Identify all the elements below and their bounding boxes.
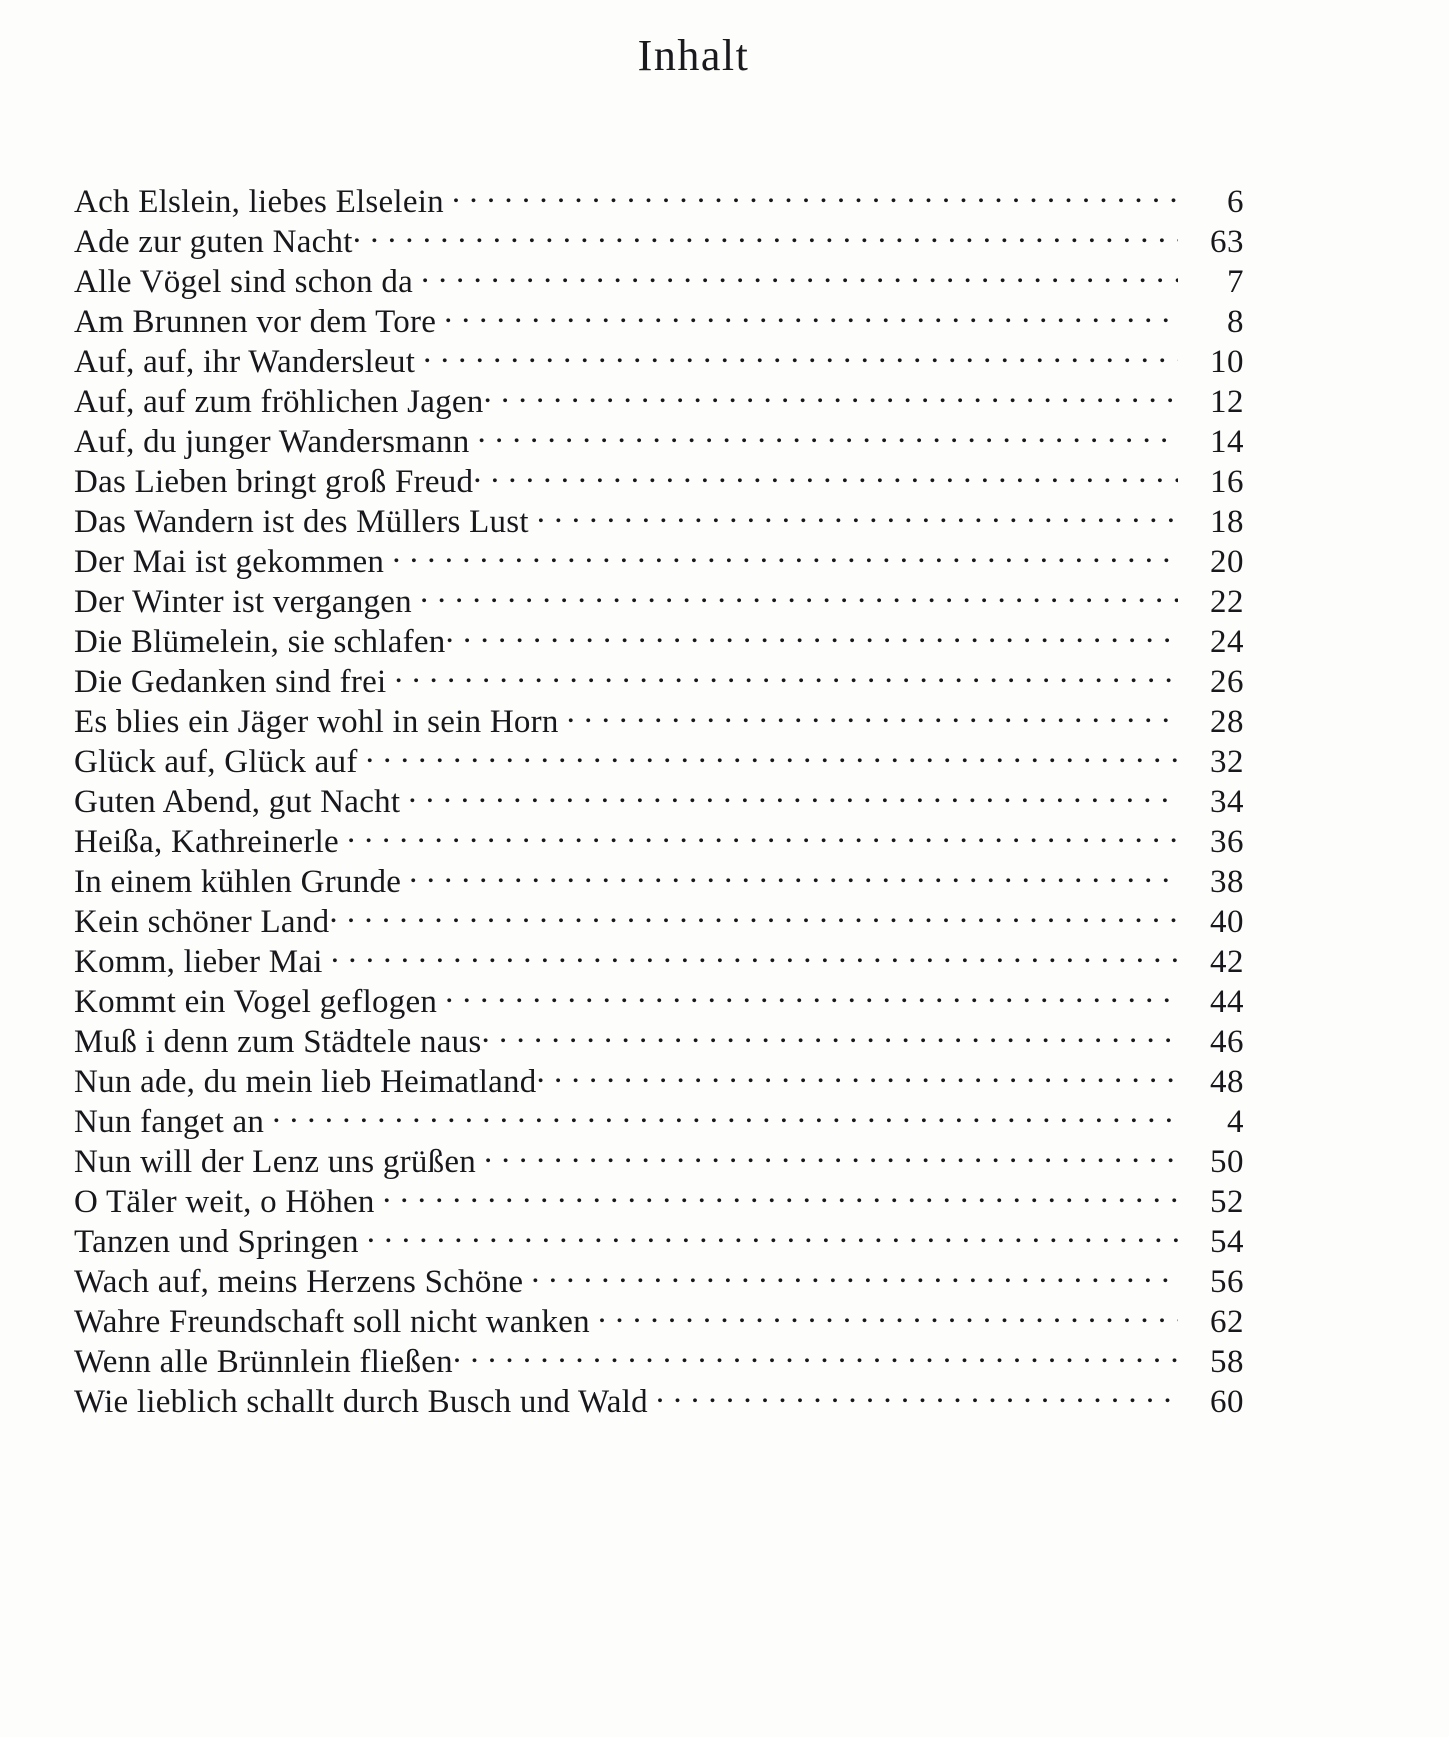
dot-leader [484, 372, 1178, 412]
toc-entry-title: Wach auf, meins Herzens Schöne [74, 1264, 524, 1300]
page-title: Inhalt [637, 31, 750, 80]
toc-entry-title: Am Brunnen vor dem Tore [74, 304, 437, 340]
toc-entry-title: Die Gedanken sind frei [74, 664, 387, 700]
dot-leader [473, 452, 1178, 492]
dot-leader [452, 172, 1178, 212]
toc-entry-page-number: 42 [1210, 944, 1244, 980]
toc-entry-title: Komm, lieber Mai [74, 944, 323, 980]
dot-leader [367, 1212, 1178, 1252]
dot-leader [445, 972, 1178, 1012]
toc-entry-title: Kommt ein Vogel geflogen [74, 984, 438, 1020]
dot-leader [537, 492, 1178, 532]
toc-entry-title: Auf, du junger Wandersmann [74, 424, 470, 460]
toc-entry-page-number: 60 [1210, 1384, 1244, 1420]
toc-entry-title: Es blies ein Jäger wohl in sein Horn [74, 704, 559, 740]
toc-entry-page-number: 6 [1227, 184, 1244, 220]
dot-leader [531, 1252, 1178, 1292]
toc-entry-title: Wenn alle Brünnlein fließen [74, 1344, 453, 1380]
toc-entry-page-number: 63 [1210, 224, 1244, 260]
toc-entry-page-number: 38 [1210, 864, 1244, 900]
toc-entry-page-number: 44 [1210, 984, 1244, 1020]
toc-entry-page-number: 16 [1210, 464, 1244, 500]
toc-entry-title: Das Lieben bringt groß Freud [74, 464, 474, 500]
toc-entry-page-number: 50 [1210, 1144, 1244, 1180]
toc-entry-page-number: 12 [1210, 384, 1244, 420]
toc-entry-page-number: 24 [1210, 624, 1244, 660]
dot-leader [477, 412, 1178, 452]
dot-leader [272, 1092, 1178, 1132]
toc-entry-title: Die Blümelein, sie schlafen [74, 624, 446, 660]
toc-entry-title: Wie lieblich schallt durch Busch und Wald [74, 1384, 648, 1420]
toc-entry-page-number: 34 [1210, 784, 1244, 820]
dot-leader [598, 1292, 1178, 1332]
dot-leader [420, 572, 1178, 612]
dot-leader [347, 812, 1178, 852]
toc-entry-title: Ade zur guten Nacht [74, 224, 353, 260]
dot-leader [656, 1372, 1178, 1412]
toc-entry-page-number: 58 [1210, 1344, 1244, 1380]
dot-leader [421, 252, 1178, 292]
toc-entry-title: Das Wandern ist des Müllers Lust [74, 504, 529, 540]
toc-entry-title: Kein schöner Land [74, 904, 330, 940]
dot-leader [383, 1172, 1178, 1212]
toc-entry-title: Der Mai ist gekommen [74, 544, 385, 580]
table-of-contents-list [74, 172, 1244, 1420]
toc-entry-page-number: 10 [1210, 344, 1244, 380]
dot-leader [445, 612, 1178, 652]
toc-entry-page-number: 40 [1210, 904, 1244, 940]
toc-entry-title: Muß i denn zum Städtele naus [74, 1024, 482, 1060]
toc-entry-page-number: 32 [1210, 744, 1244, 780]
toc-entry-title: Tanzen und Springen [74, 1224, 359, 1260]
toc-entry-page-number: 14 [1210, 424, 1244, 460]
dot-leader [408, 772, 1178, 812]
dot-leader [484, 1132, 1178, 1172]
toc-entry-title: Guten Abend, gut Nacht [74, 784, 401, 820]
dot-leader [353, 212, 1178, 252]
toc-entry-title: Nun will der Lenz uns grüßen [74, 1144, 476, 1180]
toc-entry-page-number: 4 [1227, 1104, 1244, 1140]
toc-entry-page-number: 52 [1210, 1184, 1244, 1220]
toc-entry-page-number: 28 [1210, 704, 1244, 740]
toc-entry-title: Nun fanget an [74, 1104, 265, 1140]
toc-entry-title: Ach Elslein, liebes Elselein [74, 184, 444, 220]
toc-entry-title: Auf, auf zum fröhlichen Jagen [74, 384, 484, 420]
dot-leader [329, 892, 1178, 932]
toc-entry-page-number: 54 [1210, 1224, 1244, 1260]
toc-entry-title: Der Winter ist vergangen [74, 584, 412, 620]
dot-leader [366, 732, 1178, 772]
toc-entry-title: Alle Vögel sind schon da [74, 264, 414, 300]
toc-entry-title: Wahre Freundschaft soll nicht wanken [74, 1304, 590, 1340]
list-item[interactable] [74, 172, 1244, 220]
dot-leader [537, 1052, 1178, 1092]
dot-leader [331, 932, 1178, 972]
toc-entry-page-number: 8 [1227, 304, 1244, 340]
toc-entry-title: O Täler weit, o Höhen [74, 1184, 375, 1220]
toc-entry-page-number: 20 [1210, 544, 1244, 580]
toc-entry-page-number: 7 [1227, 264, 1244, 300]
toc-entry-title: Nun ade, du mein lieb Heimatland [74, 1064, 537, 1100]
toc-entry-title: Glück auf, Glück auf [74, 744, 358, 780]
toc-entry-page-number: 18 [1210, 504, 1244, 540]
dot-leader [567, 692, 1178, 732]
toc-entry-page-number: 62 [1210, 1304, 1244, 1340]
dot-leader [444, 292, 1178, 332]
dot-leader [409, 852, 1178, 892]
toc-entry-page-number: 56 [1210, 1264, 1244, 1300]
dot-leader [423, 332, 1178, 372]
toc-entry-title: Auf, auf, ihr Wandersleut [74, 344, 416, 380]
toc-entry-page-number: 26 [1210, 664, 1244, 700]
dot-leader [482, 1012, 1178, 1052]
toc-entry-title: In einem kühlen Grunde [74, 864, 402, 900]
toc-entry-page-number: 48 [1210, 1064, 1244, 1100]
toc-entry-page-number: 36 [1210, 824, 1244, 860]
toc-entry-page-number: 46 [1210, 1024, 1244, 1060]
dot-leader [392, 532, 1178, 572]
toc-entry-page-number: 22 [1210, 584, 1244, 620]
toc-entry-title: Heißa, Kathreinerle [74, 824, 339, 860]
dot-leader [453, 1332, 1178, 1372]
dot-leader [394, 652, 1178, 692]
